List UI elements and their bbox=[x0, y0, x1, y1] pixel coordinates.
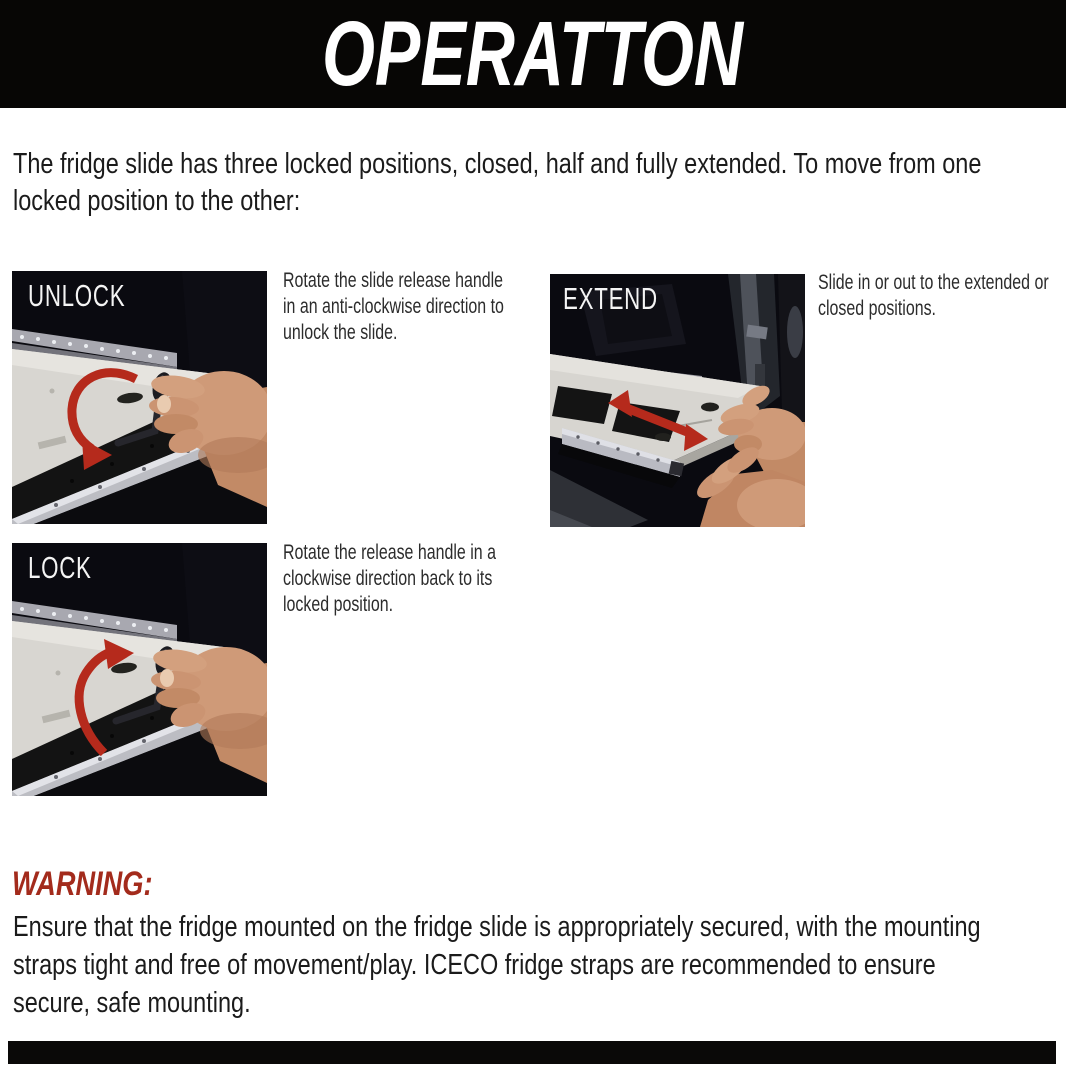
intro-line: The fridge slide has three locked positions, closed, half and fully extended. To move from one bbox=[13, 148, 982, 180]
caption-line: locked position. bbox=[283, 593, 394, 616]
caption-line: Rotate the release handle in a bbox=[283, 541, 496, 564]
caption-line: unlock the slide. bbox=[283, 321, 398, 344]
warning-line: secure, safe mounting. bbox=[13, 987, 251, 1019]
intro-paragraph bbox=[13, 146, 981, 220]
extend-photo bbox=[550, 274, 805, 527]
caption-line: closed positions. bbox=[818, 297, 937, 320]
header-bar bbox=[0, 0, 1066, 108]
warning-line: straps tight and free of movement/play. ICECO fridge straps are recommended to ensure bbox=[13, 949, 936, 981]
lock-label: LOCK bbox=[28, 550, 92, 585]
caption-line: in an anti-clockwise direction to bbox=[283, 295, 504, 318]
caption-line: clockwise direction back to its bbox=[283, 567, 493, 590]
unlock-label: UNLOCK bbox=[28, 278, 126, 313]
intro-line: locked position to the other: bbox=[13, 185, 301, 217]
lock-caption bbox=[283, 540, 496, 618]
warning-line: Ensure that the fridge mounted on the fridge slide is appropriately secured, with the mounting bbox=[13, 911, 981, 943]
warning-paragraph bbox=[13, 908, 981, 1022]
footer-bar bbox=[8, 1041, 1056, 1064]
caption-line: Rotate the slide release handle bbox=[283, 269, 504, 292]
caption-line: Slide in or out to the extended or bbox=[818, 271, 1049, 294]
page-title: OPERATTON bbox=[322, 3, 744, 105]
extend-caption bbox=[818, 270, 1049, 322]
warning-heading: WARNING: bbox=[12, 865, 153, 903]
lock-photo bbox=[12, 543, 267, 796]
extend-label: EXTEND bbox=[563, 281, 658, 316]
unlock-caption bbox=[283, 268, 504, 346]
unlock-photo bbox=[12, 271, 267, 524]
